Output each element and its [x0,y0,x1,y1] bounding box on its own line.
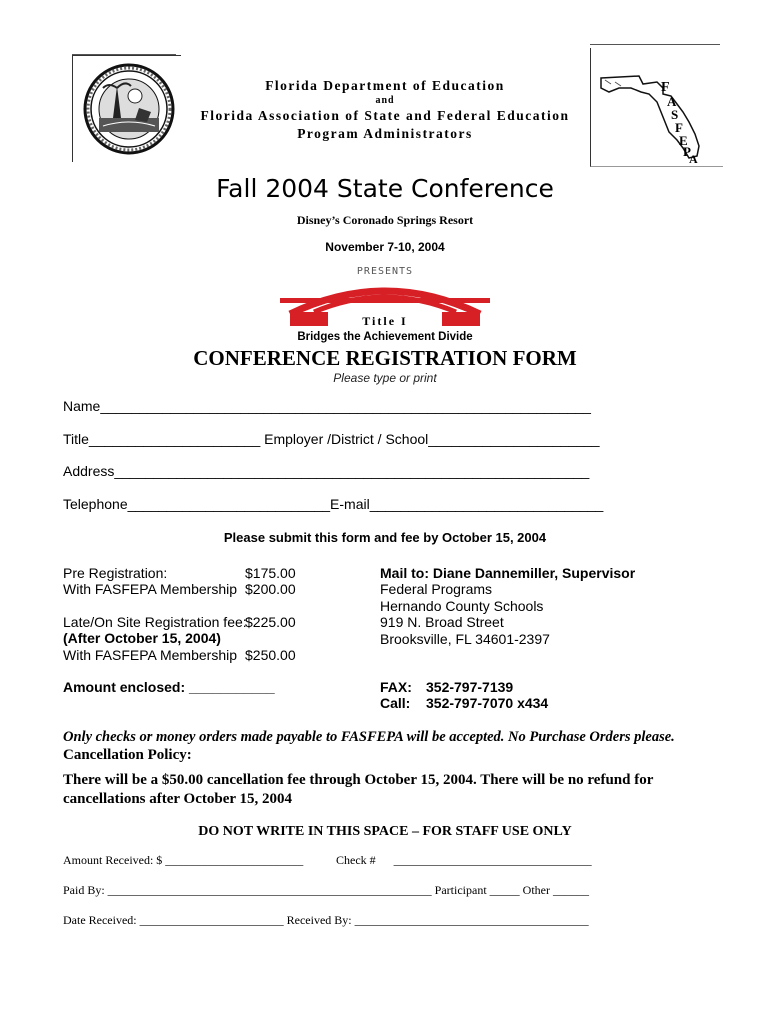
florida-map-icon [591,48,723,166]
late-registration-label: Late/On Site Registration fee: [63,613,247,630]
florida-state-seal [72,55,181,162]
paid-by-field[interactable]: Paid By: ______________________________________________________ Participant _____ Other ______ [63,883,589,897]
cancellation-text-2: cancellations after October 15, 2004 [63,791,292,807]
late-member-amount: $250.00 [245,646,296,663]
map-letter-1: F [661,80,670,95]
map-letter-2: A [667,94,677,109]
mail-line-3: 919 N. Broad Street [380,614,504,631]
seal-icon [73,56,181,162]
mail-line-2: Hernando County Schools [380,597,544,614]
telephone-email-field[interactable]: Telephone__________________________E-mail______________________________ [63,496,604,512]
contact-block [380,679,680,712]
late-registration-row [63,614,303,630]
header-and: and [375,95,395,106]
conference-resort: Disney’s Coronado Springs Resort [296,213,474,227]
date-received-field[interactable]: Date Received: ________________________ Received By: _______________________________________ [63,913,589,927]
header-rule-right [590,44,720,45]
mail-line-1: Federal Programs [380,581,493,598]
pre-member-label: With FASFEPA Membership [63,581,238,598]
mail-line-4: Brooksville, FL 34601-2397 [380,630,550,647]
late-registration-note: (After October 15, 2004) [63,630,221,647]
fees-column [63,565,303,663]
late-member-row [63,647,303,663]
fax-row [380,679,680,695]
call-label: Call: [380,695,411,712]
title-one-tagline: Bridges the Achievement Divide [297,331,473,343]
check-number-field[interactable]: Check # _________________________________ [336,853,592,867]
name-field[interactable]: Name_______________________________________________________________ [63,398,591,414]
cancellation-text-1: There will be a $50.00 cancellation fee through October 15, 2004. There will be no refund for [63,772,654,788]
pre-registration-amount: $175.00 [245,565,296,581]
map-letter-6: P [683,144,691,159]
title-employer-field[interactable]: Title______________________ Employer /District / School______________________ [63,431,600,447]
cancellation-heading: Cancellation Policy: [63,747,192,763]
mail-to: Mail to: Diane Dannemiller, Supervisor [380,565,636,581]
pre-member-amount: $200.00 [245,581,296,598]
address-field[interactable]: Address_____________________________________________________________ [63,463,590,479]
assoc-name-line2: Program Administrators [297,126,473,141]
form-title: CONFERENCE REGISTRATION FORM [193,346,577,370]
late-member-label: With FASFEPA Membership [63,646,238,663]
map-letter-3: S [671,107,679,122]
conference-dates: November 7-10, 2004 [325,240,445,254]
call-row [380,695,680,711]
late-registration-amount: $225.00 [245,613,296,630]
amount-received-field[interactable]: Amount Received: $ _______________________ [63,853,304,867]
dept-name: Florida Department of Education [265,78,505,93]
title-one-label: Title I [362,314,408,328]
title-one-logo [270,278,500,348]
submit-deadline: Please submit this form and fee by October 15, 2004 [223,530,547,545]
map-letter-4: F [675,120,683,135]
assoc-name-line1: Florida Association of State and Federal Education [200,108,570,123]
fax-number: 352-797-7139 [426,679,514,695]
mail-column [380,565,680,647]
fasfepa-florida-logo [590,48,723,167]
map-letter-7: A [689,152,698,166]
pre-member-row [63,581,303,597]
form-subtitle: Please type or print [333,371,437,385]
presents-label: PRESENTS [356,266,414,277]
conference-title: Fall 2004 State Conference [216,174,554,203]
pre-registration-row [63,565,303,581]
payment-policy: Only checks or money orders made payable to FASFEPA will be accepted. No Purchase Orders please. [63,729,675,745]
pre-registration-label: Pre Registration: [63,565,168,581]
amount-enclosed-field[interactable]: Amount enclosed: ___________ [63,679,275,695]
staff-use-heading: DO NOT WRITE IN THIS SPACE – FOR STAFF USE ONLY [198,824,572,839]
map-letter-5: E [679,133,688,148]
call-number: 352-797-7070 x434 [426,695,549,712]
fax-label: FAX: [380,679,412,695]
